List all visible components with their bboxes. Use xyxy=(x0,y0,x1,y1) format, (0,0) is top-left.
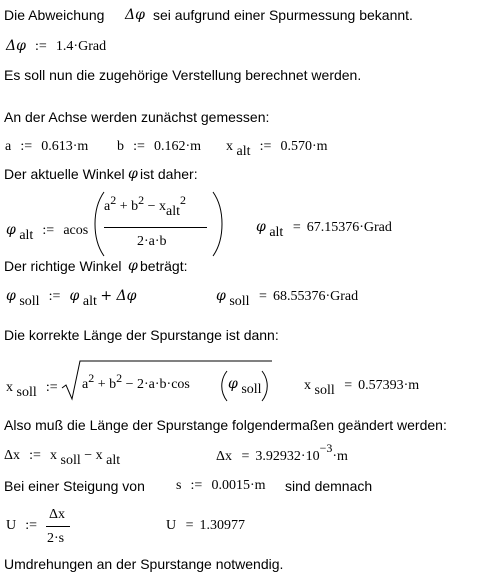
assign-op: := xyxy=(133,139,145,154)
dx-res-val: 3.92932·10 xyxy=(255,449,320,464)
phi-soll-result xyxy=(216,288,359,309)
num-x-exp: 2 xyxy=(180,193,187,207)
phi-alt-def-lhs xyxy=(6,222,89,243)
text-umdrehungen: Umdrehungen an der Spurstange notwendig. xyxy=(4,556,284,572)
dx-rhs-soll: soll xyxy=(60,453,81,468)
sqrt-a: a xyxy=(82,377,89,392)
num-a-exp: 2 xyxy=(110,193,117,207)
def-x-alt-sub: alt xyxy=(236,144,251,159)
assign-op: := xyxy=(25,518,38,533)
equals-op: = xyxy=(259,289,267,304)
text-achse-gemessen: An der Achse werden zunächst gemessen: xyxy=(4,109,270,125)
text-aktuelle-winkel: Der aktuelle Winkel xyxy=(4,166,125,182)
dx-rhs-alt: alt xyxy=(106,453,121,468)
def-a-lhs: a xyxy=(5,139,12,154)
u-def-lhs xyxy=(6,518,46,534)
dx-res-exp: −3 xyxy=(319,441,333,455)
def-a-rhs: 0.613·m xyxy=(41,139,89,154)
grad-unit: ·Grad xyxy=(325,289,359,304)
cos-arg-sym: φ xyxy=(228,376,238,392)
equals-op: = xyxy=(241,449,250,464)
text-steigung: Bei einer Steigung von xyxy=(4,478,145,494)
phi-alt-res-sym: φ xyxy=(256,219,266,235)
dx-rhs-x: x xyxy=(50,448,58,463)
def-b-lhs: b xyxy=(117,139,124,154)
phi-alt-lhs-sub: alt xyxy=(19,228,34,243)
cos-right-paren xyxy=(259,370,271,402)
phi-symbol-2: φ xyxy=(128,258,138,274)
sqrt-b-exp: 2 xyxy=(116,371,123,385)
equals-op: = xyxy=(185,518,194,533)
phi-alt-result xyxy=(256,219,392,240)
u-numerator: Δx xyxy=(49,507,66,522)
dx-lhs: Δx xyxy=(4,448,21,463)
def-b-rhs: 0.162·m xyxy=(154,139,202,154)
text-also-laenge: Also muß die Länge der Spurstange folgendermaßen geändert werden: xyxy=(4,417,447,433)
u-res-lhs: U xyxy=(166,518,177,533)
dx-result xyxy=(216,441,348,465)
x-soll-lhs-sub: soll xyxy=(16,385,37,400)
phi-soll-res-val: 68.55376 xyxy=(272,289,326,304)
cos-arg-sub: soll xyxy=(241,382,262,397)
acos-numerator xyxy=(104,193,187,219)
text-soll-berechnet: Es soll nun die zugehörige Verstellung berechnet werden. xyxy=(4,67,362,83)
acos-label: acos xyxy=(63,223,89,238)
phi-alt-lhs-sym: φ xyxy=(6,222,16,238)
equals-op: = xyxy=(344,378,353,393)
sqrt-minus-cos: − 2·a·b·cos xyxy=(125,377,190,392)
text-ist-daher: ist daher: xyxy=(140,166,198,182)
acos-denominator: 2·a·b xyxy=(137,234,167,249)
s-lhs: s xyxy=(176,478,182,493)
phi-soll-rhs-sym: φ xyxy=(69,288,80,304)
assign-op: := xyxy=(35,39,47,54)
text-korrekte-laenge: Die korrekte Länge der Spurstange ist dann: xyxy=(4,327,279,343)
phi-soll-lhs-sym: φ xyxy=(6,288,16,304)
assign-op: := xyxy=(48,289,61,304)
u-res-val: 1.30977 xyxy=(199,518,246,533)
u-denominator: 2·s xyxy=(47,531,65,546)
def-b xyxy=(117,139,201,155)
def-delta-phi xyxy=(6,38,106,55)
acos-right-paren xyxy=(209,191,229,257)
dx-def xyxy=(4,448,121,468)
x-soll-res-val: 0.57393 xyxy=(358,378,404,393)
phi-symbol: φ xyxy=(128,166,138,182)
phi-alt-res-sub: alt xyxy=(269,225,284,240)
u-lhs: U xyxy=(6,518,17,533)
num-x-sub: alt xyxy=(166,204,181,219)
x-soll-lhs: x xyxy=(6,380,13,395)
phi-alt-res-val: 67.15376 xyxy=(306,220,360,235)
phi-soll-lhs-sub: soll xyxy=(19,294,40,309)
acos-fraction-line xyxy=(104,227,207,228)
x-soll-res-lhs: x xyxy=(304,378,311,393)
phi-soll-res-sub: soll xyxy=(229,294,250,309)
cos-argument xyxy=(228,376,262,397)
text-betraegt: beträgt: xyxy=(140,258,188,274)
sqrt-a-exp: 2 xyxy=(88,371,95,385)
phi-soll-rhs-sub: alt xyxy=(82,294,97,309)
m-unit: ·m xyxy=(332,449,348,464)
u-fraction-line xyxy=(46,526,70,527)
assign-op: := xyxy=(42,223,55,238)
assign-op: := xyxy=(20,139,33,154)
assign-op: := xyxy=(190,478,203,493)
def-a xyxy=(5,139,88,155)
def-s xyxy=(176,478,266,494)
def-x-alt-lhs: x xyxy=(226,139,233,154)
intro-text-end: sei aufgrund einer Spurmessung bekannt. xyxy=(153,7,413,23)
num-plus-b: + b xyxy=(119,199,139,214)
x-soll-def-lhs xyxy=(6,380,67,400)
intro-text-start: Die Abweichung xyxy=(4,7,105,23)
text-sind-demnach: sind demnach xyxy=(285,478,373,494)
assign-op: := xyxy=(29,448,41,463)
text-richtige-winkel: Der richtige Winkel xyxy=(4,258,122,274)
num-a: a xyxy=(104,199,111,214)
x-soll-result xyxy=(304,378,420,398)
phi-soll-res-sym: φ xyxy=(216,288,226,304)
def-delta-phi-rhs: 1.4·Grad xyxy=(55,39,107,54)
phi-soll-def xyxy=(6,288,137,309)
dx-rhs-minus-x: − x xyxy=(84,448,103,463)
assign-op: := xyxy=(45,380,58,395)
dx-res-lhs: Δx xyxy=(216,449,233,464)
def-x-alt xyxy=(226,139,328,159)
u-result xyxy=(166,518,245,534)
assign-op: := xyxy=(259,139,272,154)
def-delta-phi-lhs: Δφ xyxy=(6,38,26,54)
grad-unit: ·Grad xyxy=(359,220,392,235)
sqrt-plus-b: + b xyxy=(97,377,117,392)
sqrt-body xyxy=(82,371,190,393)
num-minus-x: − x xyxy=(147,199,167,214)
def-x-alt-rhs: 0.570·m xyxy=(280,139,328,154)
delta-phi-symbol: Δφ xyxy=(125,7,145,23)
equals-op: = xyxy=(292,220,301,235)
m-unit: ·m xyxy=(403,378,420,393)
x-soll-res-sub: soll xyxy=(314,383,335,398)
phi-soll-plus-dphi: + Δφ xyxy=(100,288,137,304)
s-rhs: 0.0015·m xyxy=(211,478,266,493)
num-b-exp: 2 xyxy=(138,193,145,207)
